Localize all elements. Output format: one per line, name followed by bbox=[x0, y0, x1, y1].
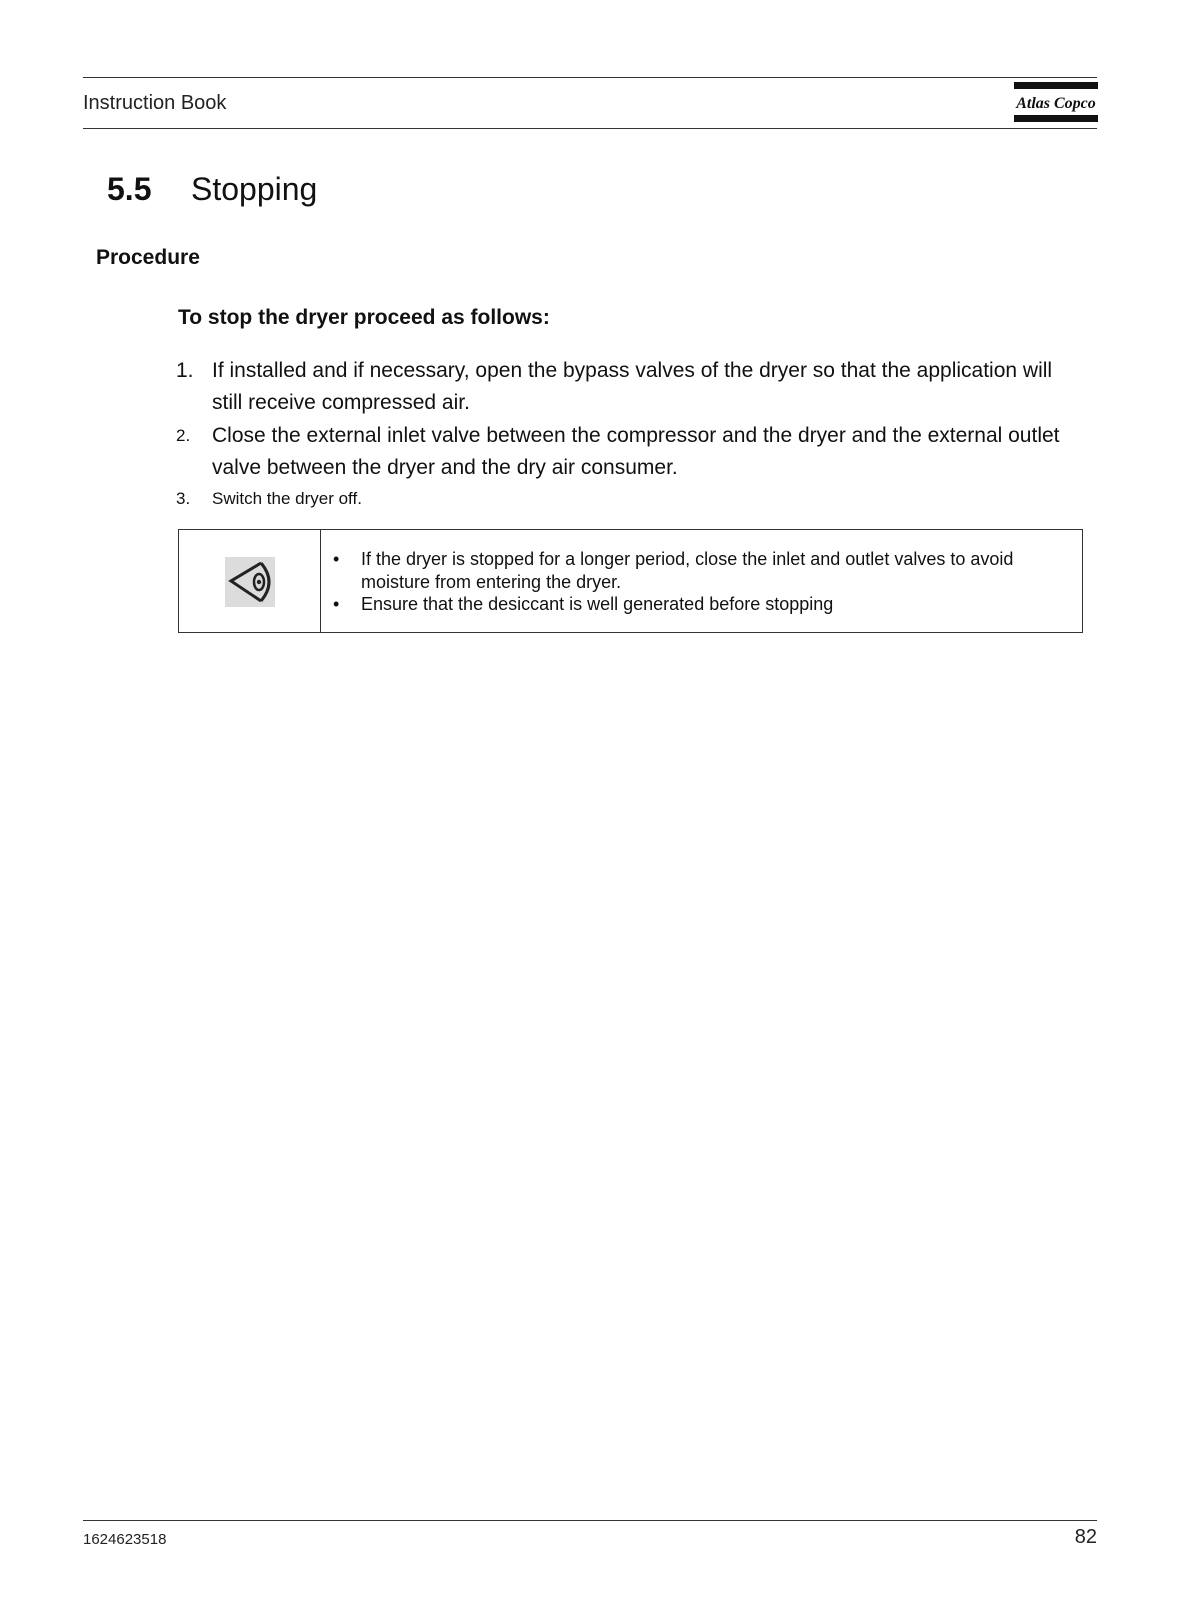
document-number: 1624623518 bbox=[83, 1531, 167, 1548]
step-text: Close the external inlet valve between the compressor and the dryer and the external outlet valve between the dryer and the dry air consumer. bbox=[212, 424, 1060, 479]
step-text: If installed and if necessary, open the bypass valves of the dryer so that the application will still receive compressed air. bbox=[212, 359, 1053, 414]
bullet-marker: • bbox=[333, 594, 340, 614]
note-text-cell bbox=[321, 530, 1082, 632]
step-text: Switch the dryer off. bbox=[212, 489, 362, 508]
section-heading bbox=[107, 171, 317, 208]
header-title: Instruction Book bbox=[83, 92, 227, 114]
step-item bbox=[176, 489, 1086, 509]
procedure-heading: Procedure bbox=[96, 246, 200, 269]
step-item bbox=[176, 420, 1086, 484]
note-bullet bbox=[331, 593, 1072, 616]
step-number: 2. bbox=[176, 426, 191, 445]
header-bottom-rule bbox=[83, 128, 1097, 129]
steps-intro: To stop the dryer proceed as follows: bbox=[178, 306, 550, 329]
bullet-marker: • bbox=[333, 549, 340, 569]
step-number: 3. bbox=[176, 489, 191, 508]
section-number: 5.5 bbox=[107, 171, 152, 207]
footer-rule bbox=[83, 1520, 1097, 1521]
atlas-copco-logo bbox=[1014, 82, 1098, 124]
note-table bbox=[178, 529, 1083, 633]
note-bullet-text: Ensure that the desiccant is well generated before stopping bbox=[361, 594, 834, 614]
note-icon-cell bbox=[179, 530, 321, 632]
logo-lettering: Atlas Copco bbox=[1016, 95, 1096, 112]
note-bullet-text: If the dryer is stopped for a longer period, close the inlet and outlet valves to avoid moisture from entering the dryer. bbox=[361, 549, 1014, 592]
page-number: 82 bbox=[1074, 1526, 1097, 1548]
section-title: Stopping bbox=[191, 171, 318, 207]
header-top-rule bbox=[83, 77, 1097, 78]
step-item bbox=[176, 355, 1086, 419]
note-bullet bbox=[331, 548, 1072, 593]
eye-icon bbox=[225, 557, 275, 607]
step-number: 1. bbox=[176, 359, 194, 382]
